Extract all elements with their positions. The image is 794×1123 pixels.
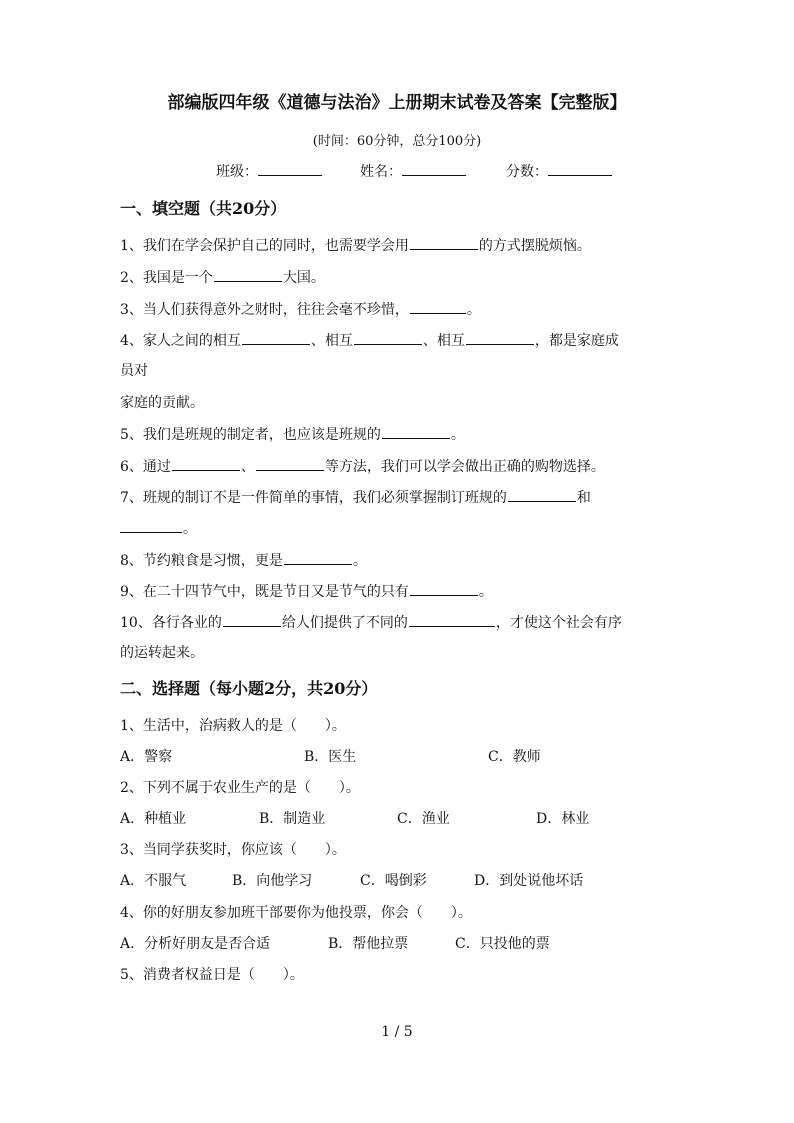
answer-blank[interactable] [256,458,324,471]
option-d[interactable]: D．林业 [536,811,590,827]
option-c[interactable]: C．喝倒彩 [360,873,427,889]
answer-blank[interactable] [242,332,310,345]
question-fill-7: 7、班规的制订不是一件简单的事情，我们必须掌握制订班规的 和 [120,490,591,506]
question-choice-3: 3、当同学获奖时，你应该（ ）。 [120,842,346,858]
question-choice-2: 2、下列不属于农业生产的是（ ）。 [120,780,360,796]
score-field[interactable] [506,161,612,181]
answer-blank[interactable] [223,614,281,627]
question-fill-3: 3、当人们获得意外之财时，往往会毫不珍惜， 。 [120,302,481,318]
option-c[interactable]: C．只投他的票 [455,936,550,952]
answer-blank[interactable] [214,269,282,282]
question-fill-2: 2、我国是一个 大国。 [120,270,325,286]
section-fill-blank-heading: 一、填空题（共20分） [120,199,287,218]
question-fill-6: 6、通过 、 等方法，我们可以学会做出正确的购物选择。 [120,459,605,475]
answer-blank[interactable] [382,426,450,439]
answer-blank[interactable] [172,458,240,471]
question-fill-10: 10、各行各业的 给人们提供了不同的 ，才使这个社会有序 [120,615,622,631]
exam-time-note: (时间：60分钟，总分100分) [312,134,482,149]
option-a[interactable]: A．不服气 [120,873,187,889]
answer-blank[interactable] [284,552,352,565]
page-number: 1 / 5 [381,1024,413,1040]
question-choice-5: 5、消费者权益日是（ ）。 [120,967,304,983]
page-title: 部编版四年级《道德与法治》上册期末试卷及答案【完整版】 [167,93,627,113]
answer-blank[interactable] [410,237,478,250]
answer-blank[interactable] [409,614,495,627]
question-choice-4: 4、你的好朋友参加班干部要你为他投票，你会（ ）。 [120,905,472,921]
option-b[interactable]: B．向他学习 [232,873,313,889]
option-b[interactable]: B．帮他拉票 [328,936,409,952]
question-fill-9: 9、在二十四节气中，既是节日又是节气的只有 。 [120,584,493,600]
question-fill-1: 1、我们在学会保护自己的同时，也需要学会用 的方式摆脱烦恼。 [120,238,591,254]
option-d[interactable]: D．到处说他坏话 [474,873,584,889]
option-b[interactable]: B．制造业 [259,811,326,827]
answer-blank[interactable] [466,332,534,345]
option-a[interactable]: A．分析好朋友是否合适 [120,936,271,952]
answer-blank[interactable] [508,489,576,502]
answer-blank[interactable] [120,520,182,533]
question-fill-10-cont: 的运转起来。 [120,645,204,661]
option-a[interactable]: A．种植业 [120,811,187,827]
score-label: 分数： [506,164,548,180]
answer-blank[interactable] [354,332,422,345]
option-c[interactable]: C．渔业 [397,811,450,827]
name-blank[interactable] [402,163,466,176]
answer-blank[interactable] [410,301,466,314]
class-field[interactable] [216,161,322,181]
name-field[interactable] [360,161,466,181]
name-label: 姓名： [360,164,402,180]
question-fill-5: 5、我们是班规的制定者，也应该是班规的 。 [120,427,465,443]
question-fill-4-cont: 员对 [120,363,148,379]
question-fill-4-cont2: 家庭的贡献。 [120,395,204,411]
section-choice-heading: 二、选择题（每小题2分，共20分） [120,679,378,698]
option-a[interactable]: A．警察 [120,749,173,765]
class-label: 班级： [216,164,258,180]
option-b[interactable]: B．医生 [304,749,357,765]
answer-blank[interactable] [410,583,478,596]
question-fill-8: 8、节约粮食是习惯，更是 。 [120,553,367,569]
score-blank[interactable] [548,163,612,176]
class-blank[interactable] [258,163,322,176]
question-fill-7-cont: 。 [120,518,197,538]
question-choice-1: 1、生活中，治病救人的是（ ）。 [120,718,346,734]
question-fill-4: 4、家人之间的相互 、相互 、相互 ，都是家庭成 [120,333,619,349]
option-c[interactable]: C．教师 [488,749,541,765]
